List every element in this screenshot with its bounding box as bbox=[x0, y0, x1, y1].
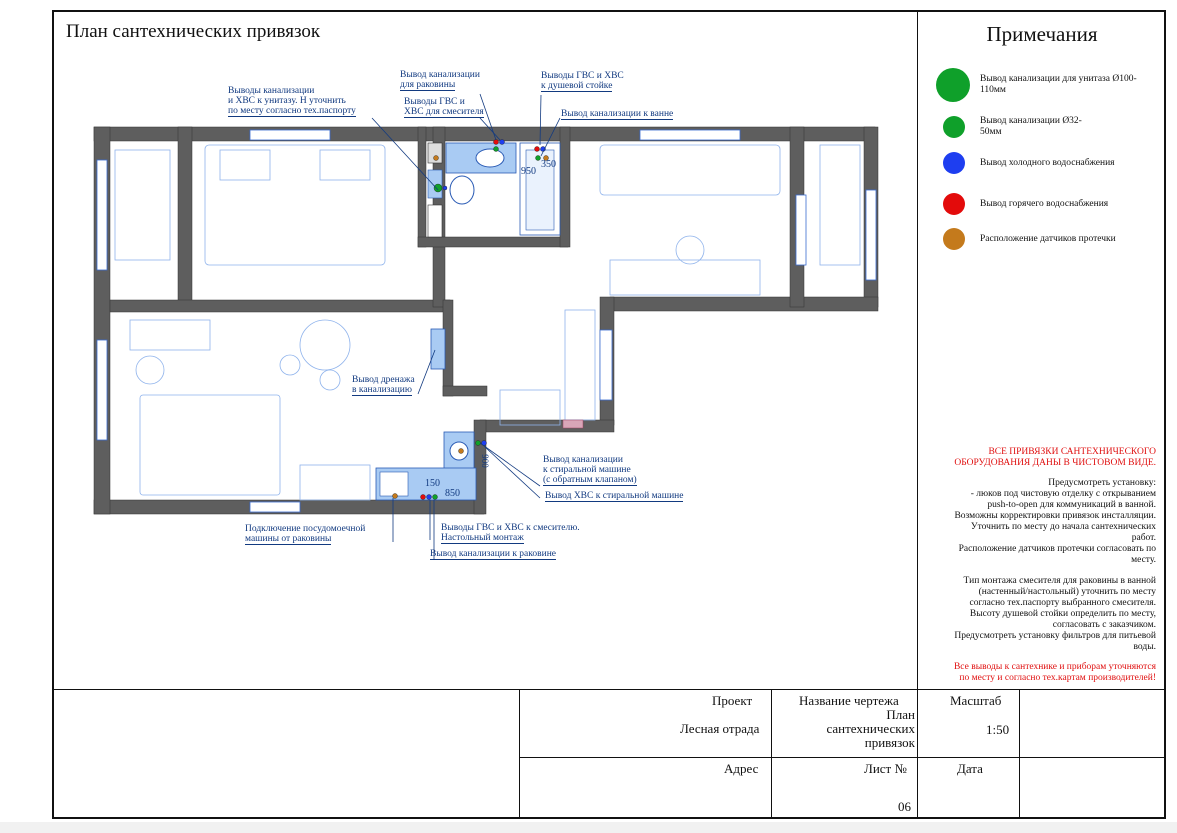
annotation-sink-mixer: Выводы ГВС и ХВС для смесителя bbox=[404, 97, 484, 117]
floor-plan bbox=[60, 60, 920, 580]
drawing-name-value: План сантехнических привязок bbox=[826, 707, 915, 750]
scale-value: 1:50 bbox=[986, 722, 1010, 737]
legend-leak-sensors: Расположение датчиков протечки bbox=[980, 234, 1116, 244]
title-block-top-border bbox=[52, 689, 1166, 690]
warning-top: ВСЕ ПРИВЯЗКИ САНТЕХНИЧЕСКОГО ОБОРУДОВАНИЯ ДАНЫ В ЧИСТОВОМ ВИДЕ. bbox=[954, 447, 1156, 468]
date-label: Дата bbox=[957, 761, 983, 776]
dimension-900: 900 bbox=[479, 454, 490, 468]
sheet-title: План сантехнических привязок bbox=[66, 21, 321, 42]
notes-heading: Примечания bbox=[986, 22, 1098, 46]
annotation-drainage: Вывод дренажа в канализацию bbox=[352, 375, 415, 395]
sheet-number-value: 06 bbox=[898, 799, 911, 814]
legend-cold-water: Вывод холодного водоснабжения bbox=[980, 158, 1115, 168]
title-block-divider-3 bbox=[917, 689, 918, 819]
orange-circle-icon bbox=[943, 228, 965, 250]
annotation-sink-drain: Вывод канализации для раковины bbox=[400, 70, 480, 90]
dimension-350: 350 bbox=[541, 159, 556, 170]
annotation-washer-drain: Вывод канализации к стиральной машине (с обратным клапаном) bbox=[543, 455, 637, 485]
annotation-bath-drain: Вывод канализации к ванне bbox=[561, 109, 674, 119]
legend-toilet-drain: Вывод канализации для унитаза Ø100-110мм bbox=[980, 74, 1137, 95]
annotation-shower: Выводы ГВС и ХВС к душевой стойке bbox=[541, 71, 624, 91]
dimension-150: 150 bbox=[425, 478, 440, 489]
notes-body-2: Тип монтажа смесителя для раковины в ванной (настенный/настольный) уточнить по месту согласно тех.паспорту выбранного смесителя. Высоту душевой стойки определить по месту, согласовать с заказчиком. Предусмотреть установку фильтров для питьевой воды. bbox=[954, 576, 1156, 652]
annotation-dishwasher: Подключение посудомоечной машины от раковины bbox=[245, 524, 366, 544]
viewer-bottom-bar bbox=[0, 822, 1177, 833]
green-circle-icon bbox=[943, 116, 965, 138]
address-label: Адрес bbox=[724, 761, 759, 776]
scale-label: Масштаб bbox=[950, 693, 1002, 708]
title-block-mid-border bbox=[519, 757, 1166, 758]
dimension-950: 950 bbox=[521, 166, 536, 177]
project-label: Проект bbox=[712, 693, 753, 708]
notes-body-1: Предусмотреть установку: - люков под чистовую отделку с открыванием push-to-open для коммуникаций в ванной. Возможны корректировки привязок инсталляции. Уточнить по месту до начала сантехнических работ. Расположение датчиков протечки согласовать по месту. bbox=[954, 478, 1156, 565]
furniture bbox=[115, 145, 860, 500]
annotation-kitchen-mixer: Выводы ГВС и ХВС к смесителю. Настольный монтаж bbox=[441, 523, 580, 543]
project-value: Лесная отрада bbox=[680, 721, 760, 736]
red-circle-icon bbox=[943, 193, 965, 215]
title-block-divider-4 bbox=[1019, 689, 1020, 819]
warning-bottom: Все выводы к сантехнике и приборам уточняются по месту и согласно тех.картам производителей! bbox=[953, 662, 1156, 683]
title-block-divider-1 bbox=[519, 689, 520, 819]
blue-circle-icon bbox=[943, 152, 965, 174]
large-green-circle-icon bbox=[936, 68, 970, 102]
annotation-kitchen-drain: Вывод канализации к раковине bbox=[430, 549, 557, 559]
legend-hot-water: Вывод горячего водоснабжения bbox=[980, 199, 1109, 209]
annotation-toilet-outlets: Выводы канализации и ХВС к унитазу. Н уточнить по месту согласно тех.паспорту bbox=[228, 86, 356, 116]
dimension-850: 850 bbox=[445, 488, 460, 499]
drawing-name-label: Название чертежа bbox=[799, 693, 899, 708]
notes-panel bbox=[917, 10, 1166, 690]
title-block-divider-2 bbox=[771, 689, 772, 819]
sheet-number-label: Лист № bbox=[864, 761, 907, 776]
annotation-washer-cold: Вывод ХВС к стиральной машине bbox=[545, 491, 684, 501]
legend-drain: Вывод канализации Ø32-50мм bbox=[980, 116, 1082, 137]
